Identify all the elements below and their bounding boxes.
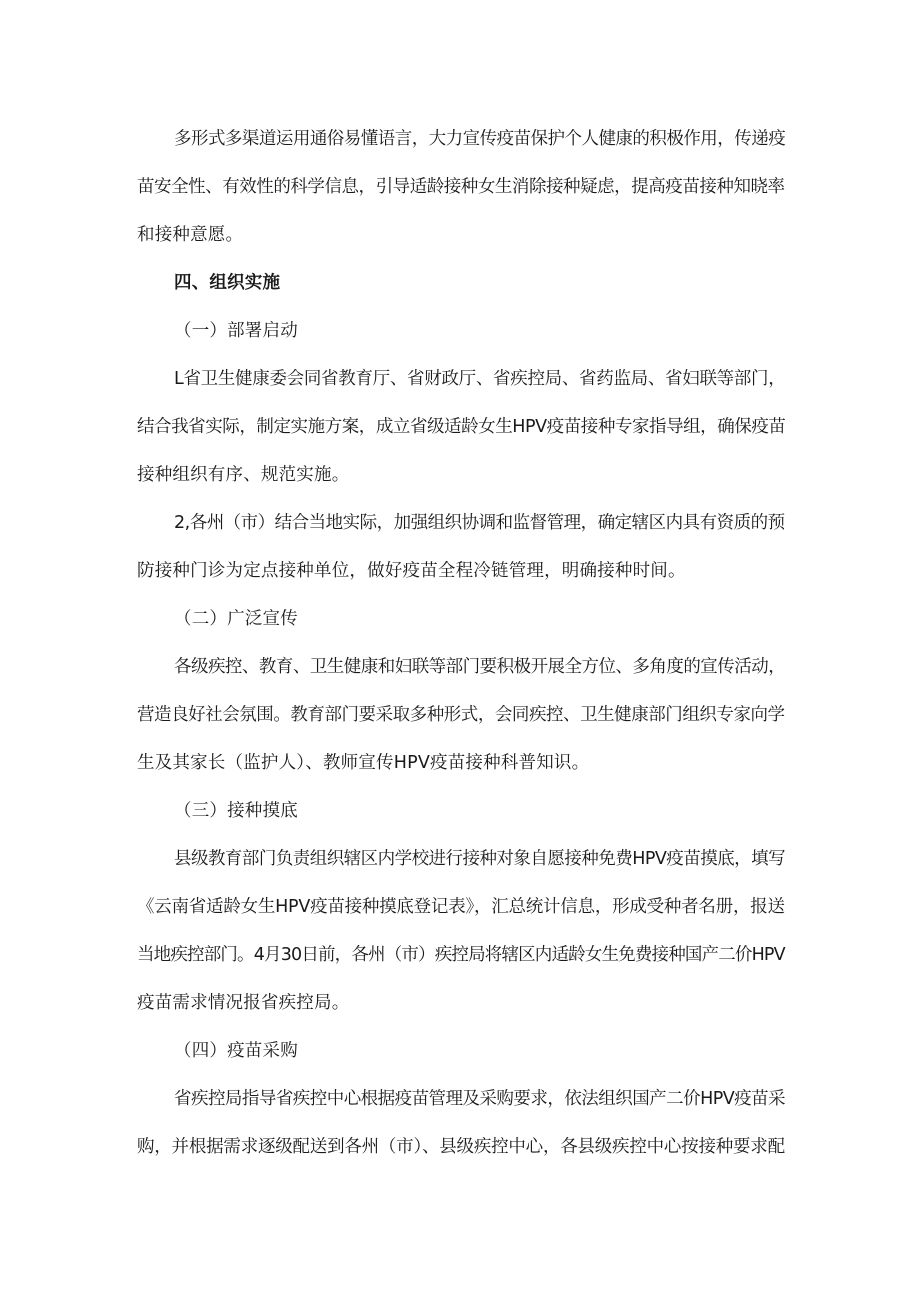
sub3-line-1: 县级教育部门负责组织辖区内学校进行接种对象自愿接种免费HPV疫苗摸底，填写 (174, 849, 786, 869)
sub2-line-1: 各级疾控、教育、卫生健康和妇联等部门要积极开展全方位、多角度的宣传活动， (174, 657, 786, 677)
sub4-line-2: 购，并根据需求逐级配送到各州（市）、县级疾控中心，各县级疾控中心按接种要求配 (137, 1137, 785, 1157)
sub3-line-4: 疫苗需求情况报省疾控局。 (137, 993, 350, 1013)
intro-line-1: 多形式多渠道运用通俗易懂语言，大力宣传疫苗保护个人健康的积极作用，传递疫 (174, 129, 786, 149)
sub3-line-3: 当地疾控部门。4月30日前，各州（市）疾控局将辖区内适龄女生免费接种国产二价HPV (137, 945, 785, 965)
sub1-item2-line-1: 2,各州（市）结合当地实际，加强组织协调和监督管理，确定辖区内具有资质的预 (174, 513, 785, 533)
subsection-title-4: （四）疫苗采购 (174, 1041, 298, 1061)
sub2-line-3: 生及其家长（监护人）、教师宣传HPV疫苗接种科普知识。 (137, 753, 590, 773)
sub2-line-2: 营造良好社会氛围。教育部门要采取多种形式，会同疾控、卫生健康部门组织专家向学 (137, 705, 785, 725)
sub1-item1-line-1: L省卫生健康委会同省教育厅、省财政厅、省疾控局、省药监局、省妇联等部门， (174, 369, 786, 389)
sub1-item1-line-3: 接种组织有序、规范实施。 (137, 465, 350, 485)
intro-line-2: 苗安全性、有效性的科学信息，引导适龄接种女生消除接种疑虑，提高疫苗接种知晓率 (137, 177, 785, 197)
sub4-line-1: 省疾控局指导省疾控中心根据疫苗管理及采购要求，依法组织国产二价HPV疫苗采 (174, 1089, 786, 1109)
subsection-title-2: （二）广泛宣传 (174, 609, 298, 629)
subsection-title-3: （三）接种摸底 (174, 801, 298, 821)
intro-line-3: 和接种意愿。 (137, 225, 244, 245)
subsection-title-1: （一）部署启动 (174, 321, 298, 341)
sub1-item2-line-2: 防接种门诊为定点接种单位，做好疫苗全程冷链管理，明确接种时间。 (137, 561, 686, 581)
sub3-line-2: 《云南省适龄女生HPV疫苗接种摸底登记表》，汇总统计信息，形成受种者名册，报送 (137, 897, 785, 917)
sub1-item1-line-2: 结合我省实际，制定实施方案，成立省级适龄女生HPV疫苗接种专家指导组，确保疫苗 (137, 417, 786, 437)
section-heading: 四、组织实施 (174, 273, 281, 293)
